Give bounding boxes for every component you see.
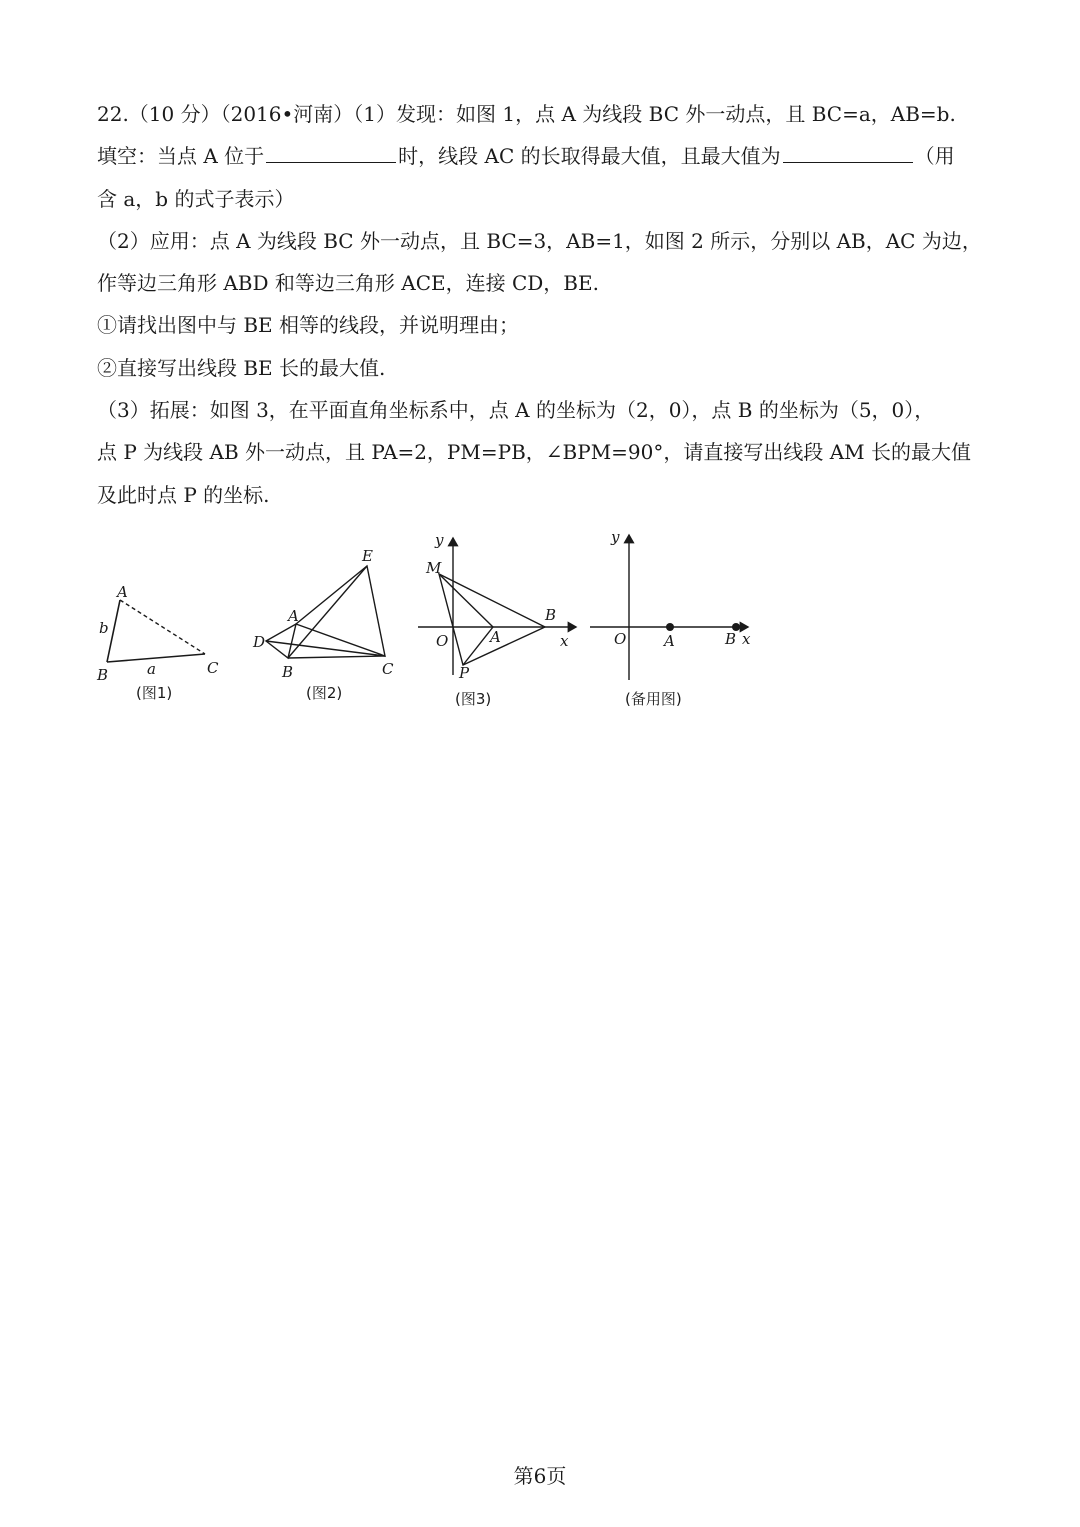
- line-text: 及此时点 P 的坐标.: [97, 482, 270, 507]
- label-a: A: [288, 607, 299, 625]
- problem-line: [97, 185, 997, 213]
- line-text: 点 P 为线段 AB 外一动点，且 PA=2，PM=PB，∠BPM=90°，请直接写出线段 AM 长的最大值: [97, 440, 972, 465]
- label-b: B: [282, 663, 294, 681]
- problem-line: [97, 269, 997, 297]
- label-y: y: [611, 528, 620, 546]
- page-number: 第6页: [513, 1464, 567, 1488]
- segment-be: [288, 566, 367, 658]
- caption-fig2: (图2): [306, 684, 343, 702]
- figure-2: [252, 547, 394, 702]
- problem-line: [97, 311, 997, 339]
- label-b: B: [725, 630, 737, 648]
- figures-svg: [90, 525, 770, 720]
- label-x: x: [560, 632, 569, 650]
- label-a-side: a: [147, 660, 156, 678]
- caption-backup: (备用图): [625, 690, 682, 708]
- label-c: C: [207, 659, 219, 677]
- line-text: ①请找出图中与 BE 相等的线段，并说明理由；: [97, 313, 520, 338]
- label-b: B: [545, 606, 557, 624]
- segment-pa: [463, 627, 493, 665]
- label-o: O: [436, 632, 449, 650]
- label-p: P: [459, 664, 470, 682]
- figures-row: [90, 525, 770, 724]
- line-text: 时，线段 AC 的长取得最大值，且最大值为: [398, 144, 781, 169]
- line-text: 填空：当点 A 位于: [97, 144, 265, 169]
- problem-line: [97, 396, 997, 424]
- line-text: （用: [914, 144, 955, 169]
- problem-line: [97, 438, 997, 466]
- answer-blank-1[interactable]: [266, 142, 396, 163]
- problem-line: [97, 227, 997, 255]
- problem-22: [97, 100, 997, 523]
- segment-am: [439, 574, 493, 627]
- triangle-mpb: [439, 574, 545, 665]
- segment-bc: [107, 654, 205, 662]
- problem-line: [97, 481, 997, 509]
- label-x: x: [742, 630, 751, 648]
- answer-blank-2[interactable]: [783, 142, 913, 163]
- label-a: A: [490, 628, 501, 646]
- line-text: 含 a，b 的式子表示）: [97, 186, 295, 211]
- label-m: M: [426, 559, 442, 577]
- line-text: 作等边三角形 ABD 和等边三角形 ACE，连接 CD，BE.: [97, 271, 599, 296]
- segment-ac-dashed: [120, 600, 205, 654]
- segment-ab: [107, 600, 120, 662]
- label-a: A: [664, 632, 675, 650]
- label-e: E: [362, 547, 373, 565]
- label-a: A: [117, 583, 128, 601]
- line-text: 22.（10 分）（2016•河南）（1）发现：如图 1，点 A 为线段 BC 外一动点，且 BC=a，AB=b.: [97, 102, 956, 126]
- problem-line: [97, 354, 997, 382]
- label-c: C: [382, 660, 394, 678]
- segment-cd: [266, 641, 385, 656]
- problem-line: [97, 100, 997, 128]
- label-y: y: [435, 531, 444, 549]
- caption-fig3: (图3): [455, 690, 492, 708]
- segment-bc: [288, 656, 385, 658]
- point-a: [666, 623, 674, 631]
- problem-line: [97, 142, 997, 170]
- label-b: B: [97, 666, 109, 684]
- figure-backup: [590, 528, 751, 708]
- figure-3: [418, 531, 576, 708]
- caption-fig1: (图1): [136, 684, 173, 702]
- label-o: O: [614, 630, 627, 648]
- triangle-ace: [296, 566, 385, 656]
- figure-1: [96, 583, 219, 702]
- label-d: D: [253, 633, 266, 651]
- line-text: （2）应用：点 A 为线段 BC 外一动点，且 BC=3，AB=1，如图 2 所示，分别以 AB，AC 为边，: [97, 228, 982, 253]
- line-text: ②直接写出线段 BE 长的最大值.: [97, 355, 386, 380]
- label-b-side: b: [99, 619, 109, 637]
- line-text: （3）拓展：如图 3，在平面直角坐标系中，点 A 的坐标为（2，0），点 B 的坐标为（5，0），: [97, 398, 935, 423]
